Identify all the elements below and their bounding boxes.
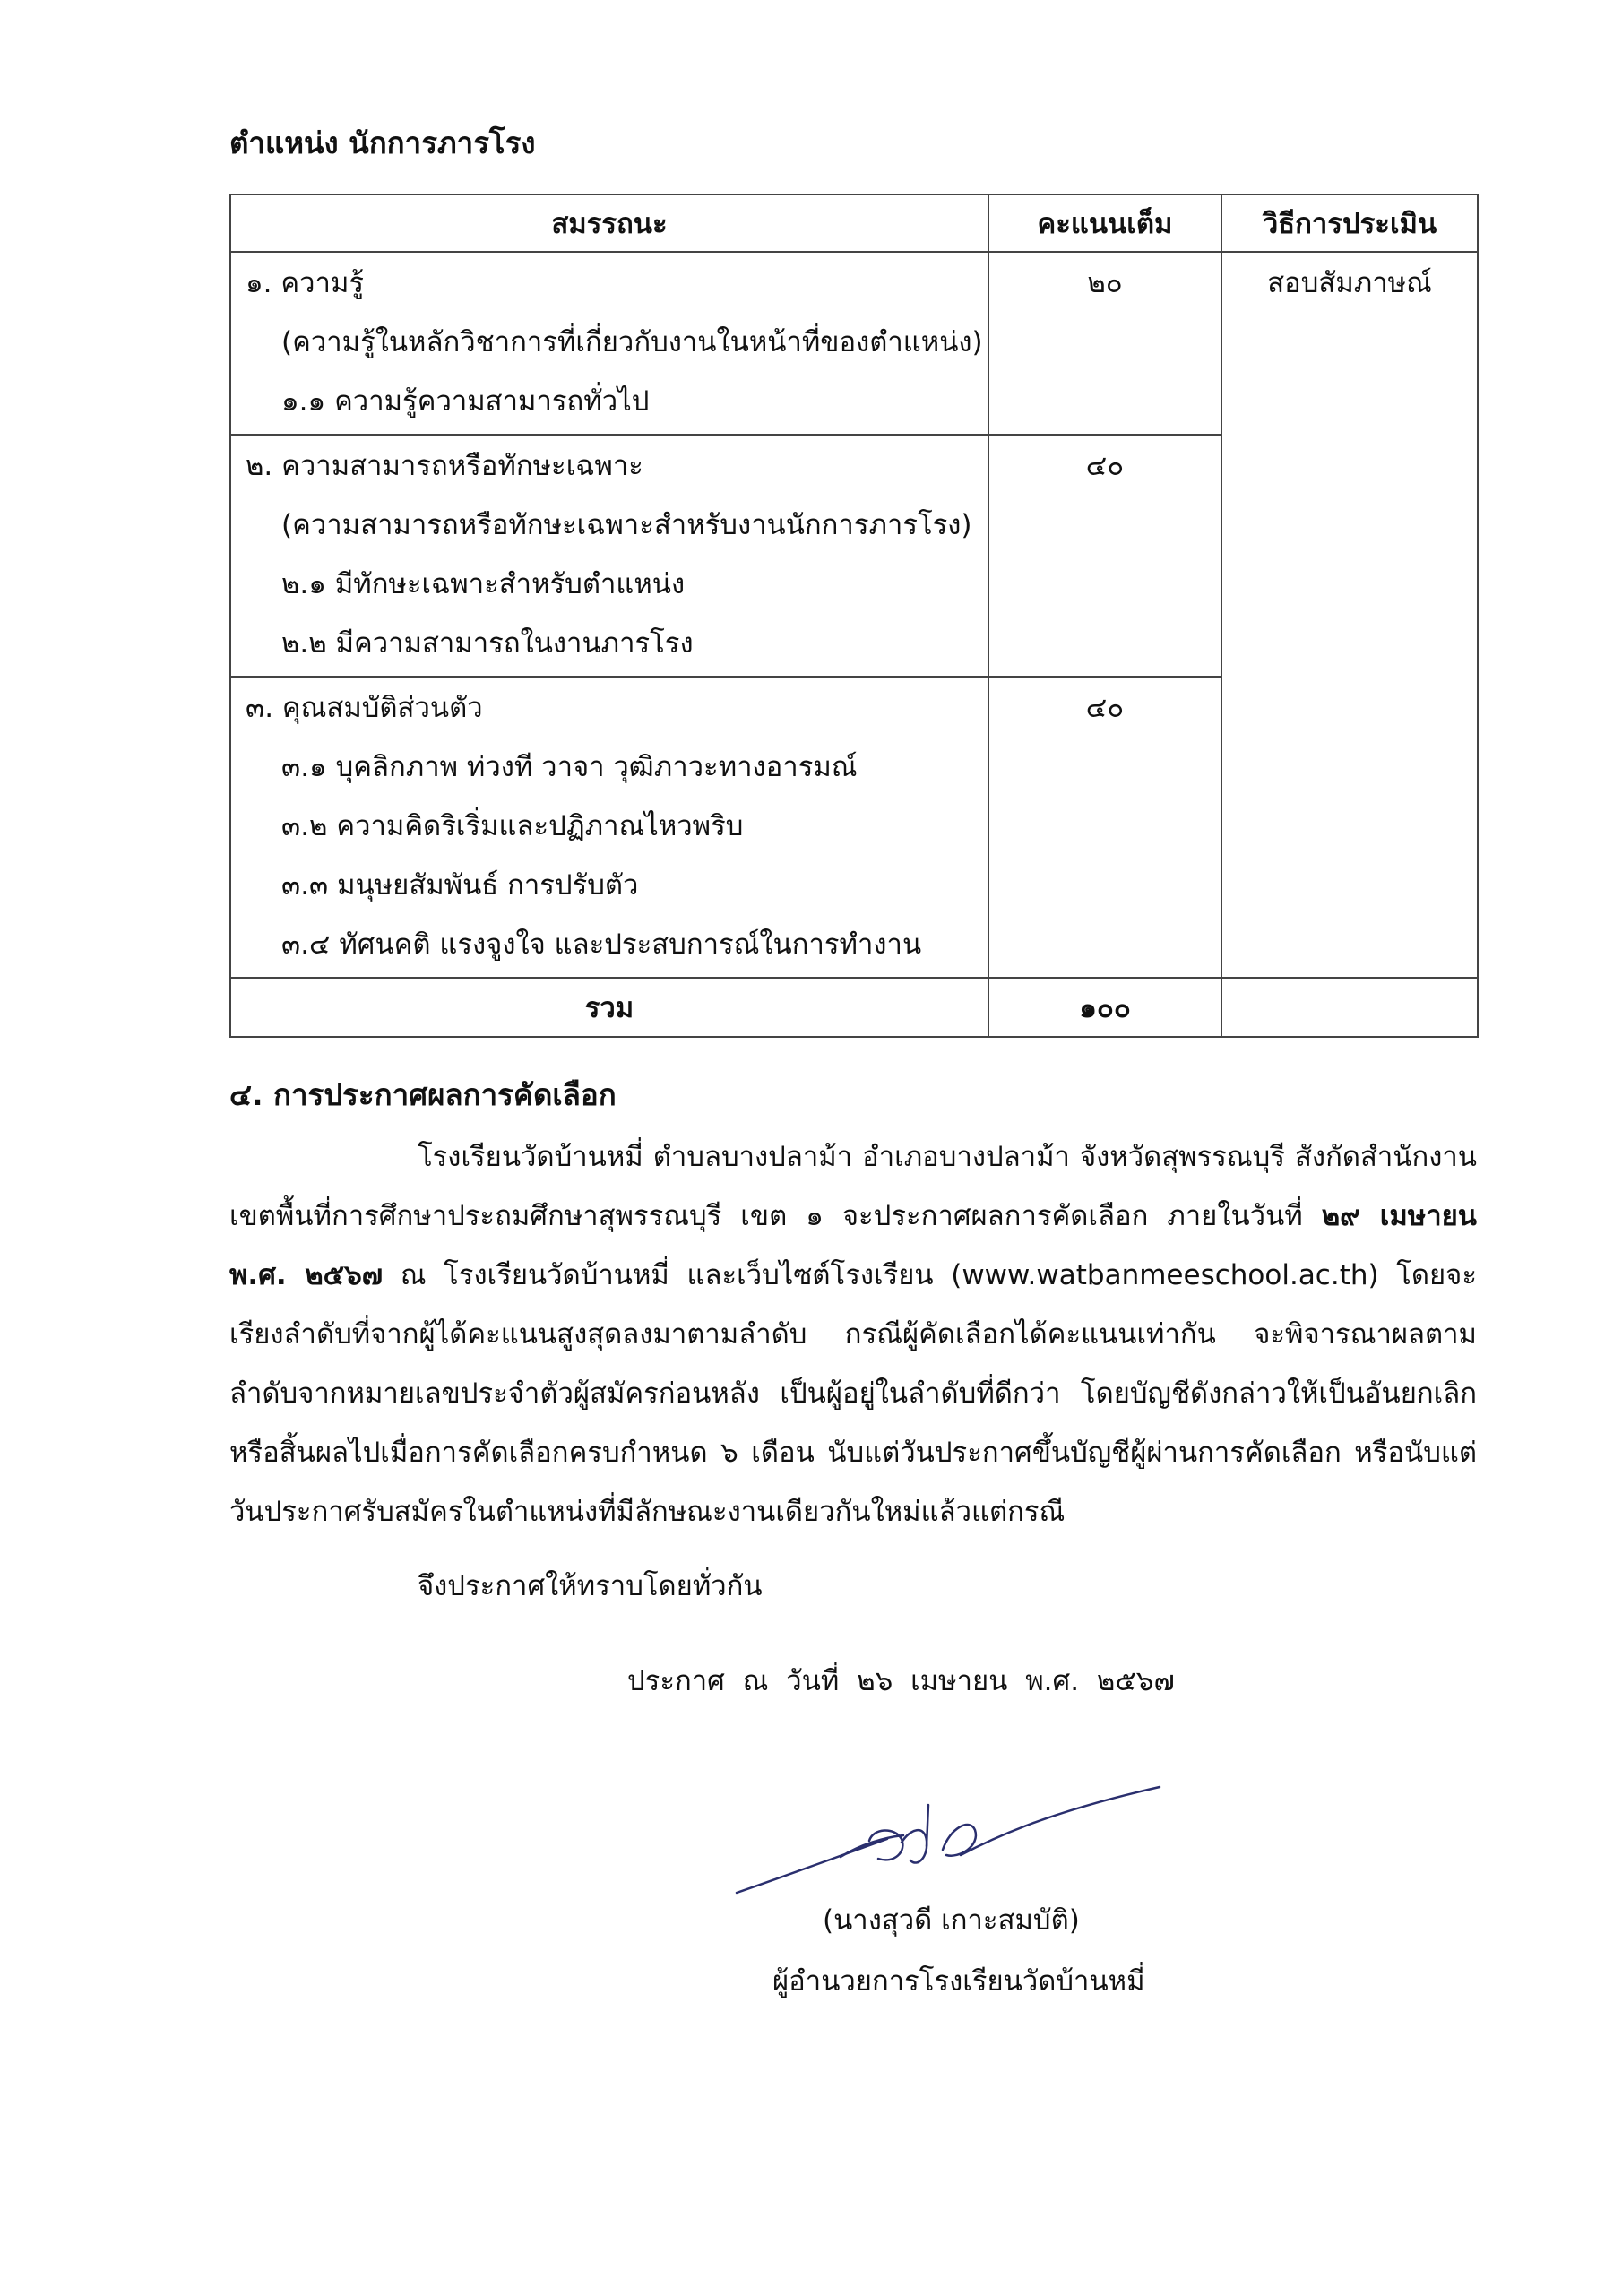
- section-line: ๑.๑ ความรู้ความสามารถทั่วไป: [281, 385, 650, 418]
- table-row: [230, 252, 1478, 435]
- method-cell: สอบสัมภาษณ์: [1221, 252, 1478, 978]
- position-title: ตำแหน่ง นักการภารโรง: [229, 125, 536, 160]
- paragraph-part-1: โรงเรียนวัดบ้านหมี่ ตำบลบางปลาม้า อำเภอบางปลาม้า จังหวัดสุพรรณบุรี สังกัดสำนักงานเขตพื้นที่การศึกษาประถมศึกษาสุพรรณบุรี เขต ๑ จะประกาศผลการคัดเลือก ภายในวันที่: [229, 1141, 1477, 1232]
- section-line: ๓.๔ ทัศนคติ แรงจูงใจ และประสบการณ์ในการทำงาน: [281, 928, 922, 961]
- header-full-score: คะแนนเต็ม: [988, 194, 1221, 252]
- competency-cell-1: [230, 252, 988, 435]
- total-label: รวม: [230, 978, 988, 1037]
- section-line: (ความรู้ในหลักวิชาการที่เกี่ยวกับงานในหน้าที่ของตำแหน่ง): [281, 326, 983, 358]
- section-line: ๓.๒ ความคิดริเริ่มและปฏิภาณไหวพริบ: [281, 810, 744, 842]
- section-line: ๓.๓ มนุษยสัมพันธ์ การปรับตัว: [281, 869, 639, 902]
- section-line: ๒.๑ มีทักษะเฉพาะสำหรับตำแหน่ง: [281, 568, 686, 600]
- competency-table: [229, 194, 1479, 1038]
- table-header-row: [230, 194, 1478, 252]
- paragraph-bold-date: ๒๙ เมษายน พ.ศ. ๒๕๖๗: [229, 1200, 1477, 1291]
- header-competency: สมรรถนะ: [230, 194, 988, 252]
- section-title: ๒. ความสามารถหรือทักษะเฉพาะ: [246, 450, 643, 482]
- section-line: ๓.๑ บุคลิกภาพ ท่วงที วาจา วุฒิภาวะทางอารมณ์: [281, 751, 858, 783]
- competency-cell-3: [230, 677, 988, 978]
- score-cell: ๒๐: [988, 252, 1221, 435]
- signer-title: ผู้อำนวยการโรงเรียนวัดบ้านหมี่: [772, 1965, 1145, 1998]
- signer-name: (นางสุวดี เกาะสมบัติ): [823, 1904, 1080, 1937]
- score-cell: ๔๐: [988, 677, 1221, 978]
- closing-statement: จึงประกาศให้ทราบโดยทั่วกัน: [418, 1570, 763, 1602]
- announcement-paragraph: [229, 1127, 1477, 1541]
- paragraph-part-2: ณ โรงเรียนวัดบ้านหมี่ และเว็บไซต์โรงเรียน (www.watbanmeeschool.ac.th) โดยจะเรียงลำดับที่จากผู้ได้คะแนนสูงสุดลงมาตามลำดับ กรณีผู้คัดเลือกได้คะแนนเท่ากัน จะพิจารณาผลตามลำดับจากหมายเลขประจำตัวผู้สมัครก่อนหลัง เป็นผู้อยู่ในลำดับที่ดีกว่า โดยบัญชีดังกล่าวให้เป็นอันยกเลิกหรือสิ้นผลไปเมื่อการคัดเลือกครบกำหนด ๖ เดือน นับแต่วันประกาศขึ้นบัญชีผู้ผ่านการคัดเลือก หรือนับแต่วันประกาศรับสมัครในตำแหน่งที่มีลักษณะงานเดียวกันใหม่แล้วแต่กรณี: [229, 1259, 1477, 1528]
- handwritten-signature: [735, 1774, 1165, 1900]
- total-row: [230, 978, 1478, 1037]
- header-method: วิธีการประเมิน: [1221, 194, 1478, 252]
- section-line: (ความสามารถหรือทักษะเฉพาะสำหรับงานนักการภารโรง): [281, 509, 972, 541]
- competency-cell-2: [230, 435, 988, 677]
- section-title: ๑. ความรู้: [246, 267, 365, 299]
- score-cell: ๔๐: [988, 435, 1221, 677]
- section-title: ๓. คุณสมบัติส่วนตัว: [246, 692, 483, 724]
- announcement-date: ประกาศ ณ วันที่ ๒๖ เมษายน พ.ศ. ๒๕๖๗: [627, 1665, 1175, 1697]
- total-method-empty: [1221, 978, 1478, 1037]
- total-score: ๑๐๐: [988, 978, 1221, 1037]
- section-4-heading: ๔. การประกาศผลการคัดเลือก: [229, 1077, 617, 1112]
- section-line: ๒.๒ มีความสามารถในงานภารโรง: [281, 627, 694, 660]
